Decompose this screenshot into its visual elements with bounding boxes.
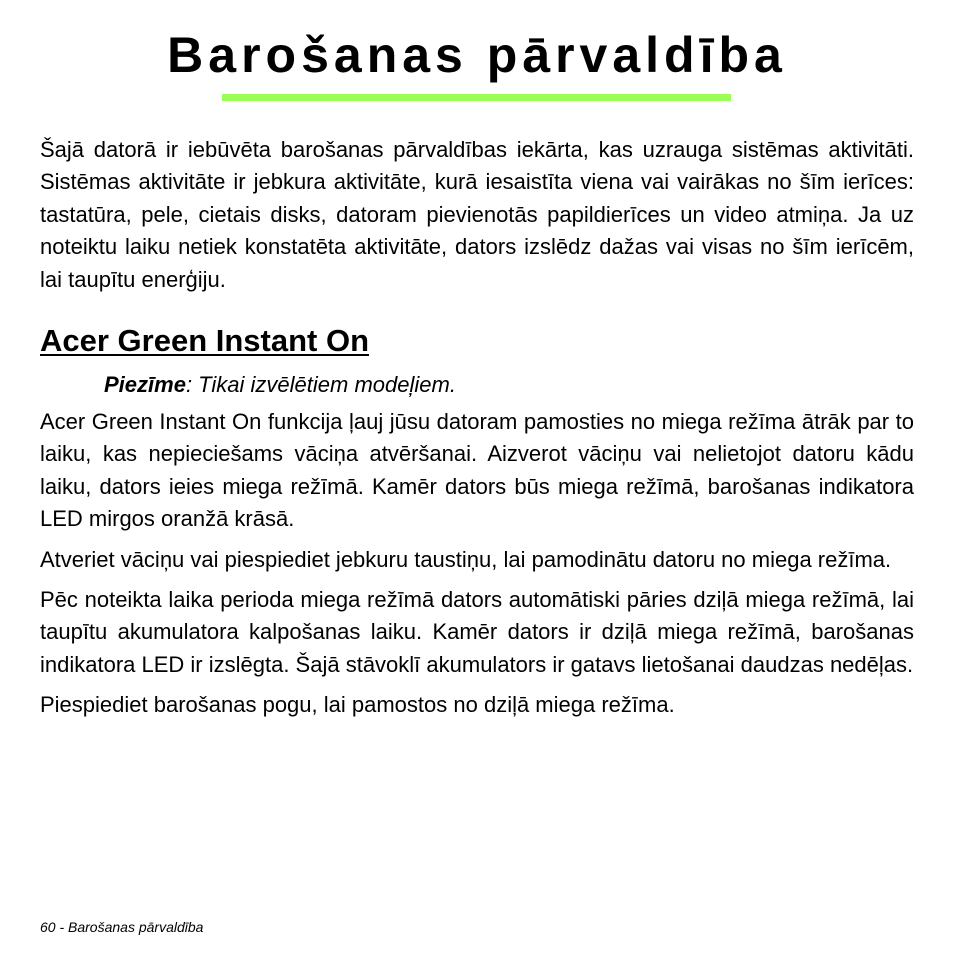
page-footer: 60 - Barošanas pārvaldība <box>40 919 204 935</box>
body-paragraph: Atveriet vāciņu vai piespiediet jebkuru taustiņu, lai pamodinātu datoru no miega režīma. <box>40 546 892 572</box>
intro-paragraph: Šajā datorā ir iebūvēta barošanas pārvaldības iekārta, kas uzrauga sistēmas aktivitāti. Sistēmas aktivitāte ir jebkura aktivitāte, kurā iesaistīta viena vai vairākas no šīm ierīces: tastatūra, pele, cietais disks, datoram pievienotās papildierīces un video atmiņa. Ja uz noteiktu laiku netiek konstatēta aktivitāte, dators izslēdz dažas vai visas no šīm ierīcēm, lai taupītu enerģiju. <box>40 137 914 292</box>
body-paragraph: Piespiediet barošanas pogu, lai pamostos no dziļā miega režīma. <box>40 692 675 718</box>
body-paragraph: Pēc noteikta laika perioda miega režīmā dators automātiski pāries dziļā miega režīmā, lai taupītu akumulatora kalpošanas laiku. Kamēr dators ir dziļā miega režīmā, barošanas indikatora LED ir izslēgta. Šajā stāvoklī akumulators ir gatavs lietošanai daudzas nedēļas. <box>40 587 914 677</box>
page-title: Barošanas pārvaldība <box>167 27 787 83</box>
note-label: Piezīme <box>104 372 186 398</box>
title-underline-bar <box>222 94 731 101</box>
note-text: : Tikai izvēlētiem modeļiem. <box>185 372 456 398</box>
page-content <box>40 134 914 730</box>
section-heading: Acer Green Instant On <box>40 323 370 359</box>
note <box>104 370 914 400</box>
body-paragraph: Acer Green Instant On funkcija ļauj jūsu datoram pamosties no miega režīma ātrāk par to laiku, kas nepieciešams vāciņa atvēršanai. Aizverot vāciņu vai nelietojot datoru kādu laiku, dators ieies miega režīmā. Kamēr dators būs miega režīmā, barošanas indikatora LED mirgos oranžā krāsā. <box>40 409 914 532</box>
